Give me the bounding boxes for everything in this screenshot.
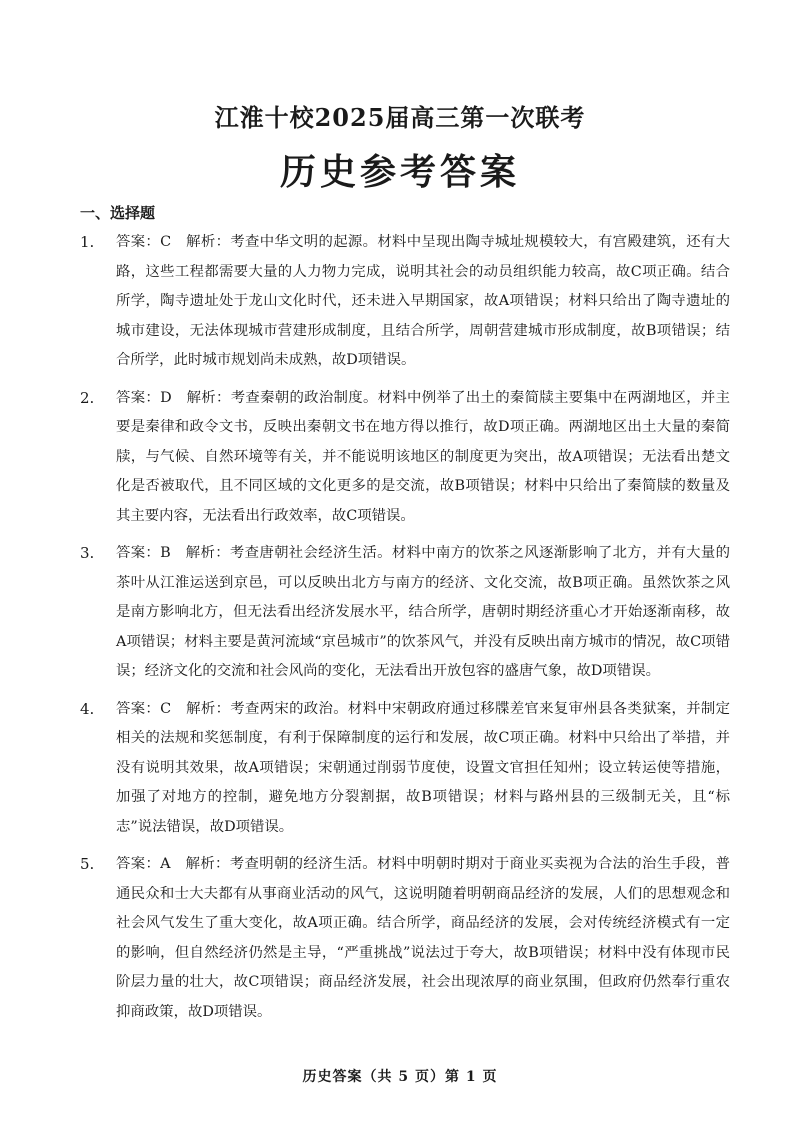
answer-list (80, 228, 730, 1035)
answer-text: 答案：C 解析：考查中华文明的起源。材料中呈现出陶寺城址规模较大，有宫殿建筑，还有大路，这些工程都需要大量的人力物力完成，说明其社会的动员组织能力较高，故C项正确。结合所学，陶寺遗址处于龙山文化时代，还未进入早期国家，故A项错误；材料只给出了陶寺遗址的城市建设，无法体现城市营建形成制度，且结合所学，周朝营建城市形成制度，故B项错误；结合所学，此时城市规划尚未成熟，故D项错误。 (116, 234, 730, 368)
answer-item (80, 384, 730, 532)
answer-number: 1. (80, 233, 95, 251)
answer-number: 2. (80, 388, 95, 407)
answer-item (80, 228, 730, 376)
answer-text: 答案：B 解析：考查唐朝社会经济生活。材料中南方的饮茶之风逐渐影响了北方，并有大量的茶叶从江淮运送到京邑，可以反映出北方与南方的经济、文化交流，故B项正确。虽然饮茶之风是南方影响北方，但无法看出经济发展水平，结合所学，唐朝时期经济重心才开始逐渐南移，故A项错误；材料主要是黄河流域“京邑城市”的饮茶风气，并没有反映出南方城市的情况，故C项错误；经济文化的交流和社会风尚的变化，无法看出开放包容的盛唐气象，故D项错误。 (116, 545, 730, 679)
answer-item (80, 850, 730, 1027)
answer-text: 答案：D 解析：考查秦朝的政治制度。材料中例举了出土的秦简牍主要集中在两湖地区，并主要是秦律和政令文书，反映出秦朝文书在地方得以推行，故D项正确。两湖地区出土大量的秦简牍，与气候、自然环境等有关，并不能说明该地区的制度更为突出，故A项错误；无法看出楚文化是否被取代，且不同区域的文化更多的是交流，故B项错误；材料中只给出了秦简牍的数量及其主要内容，无法看出行政效率，故C项错误。 (116, 389, 730, 524)
answer-item (80, 695, 730, 843)
section-heading: 一、选择题 (80, 204, 156, 222)
page-title: 历史参考答案 (279, 152, 520, 193)
answer-number: 5. (80, 855, 95, 873)
answer-text: 答案：C 解析：考查两宋的政治。材料中宋朝政府通过移牒差官来复审州县各类狱案，并制定相关的法规和奖惩制度，有利于保障制度的运行和发展，故C项正确。材料中只给出了举措，并没有说明其效果，故A项错误；宋朝通过削弱节度使，设置文官担任知州；设立转运使等措施，加强了对地方的控制，避免地方分裂割据，故B项错误；材料与路州县的三级制无关，且“标志”说法错误，故D项错误。 (116, 700, 730, 835)
answer-item (80, 539, 730, 687)
answer-number: 3. (80, 544, 95, 562)
exam-subtitle: 江淮十校2025届高三第一次联考 (214, 103, 586, 132)
answer-text: 答案：A 解析：考查明朝的经济生活。材料中明朝时期对于商业买卖视为合法的治生手段，普通民众和士大夫都有从事商业活动的风气，这说明随着明朝商品经济的发展，人们的思想观念和社会风气发生了重大变化，故A项正确。结合所学，商品经济的发展，会对传统经济模式有一定的影响，但自然经济仍然是主导，“严重挑战”说法过于夸大，故B项错误；材料中没有体现市民阶层力量的壮大，故C项错误；商品经济发展，社会出现浓厚的商业氛围，但政府仍然奉行重农抑商政策，故D项错误。 (116, 856, 730, 1020)
page-footer: 历史答案（共 5 页）第 1 页 (302, 1069, 498, 1085)
answer-number: 4. (80, 699, 95, 718)
